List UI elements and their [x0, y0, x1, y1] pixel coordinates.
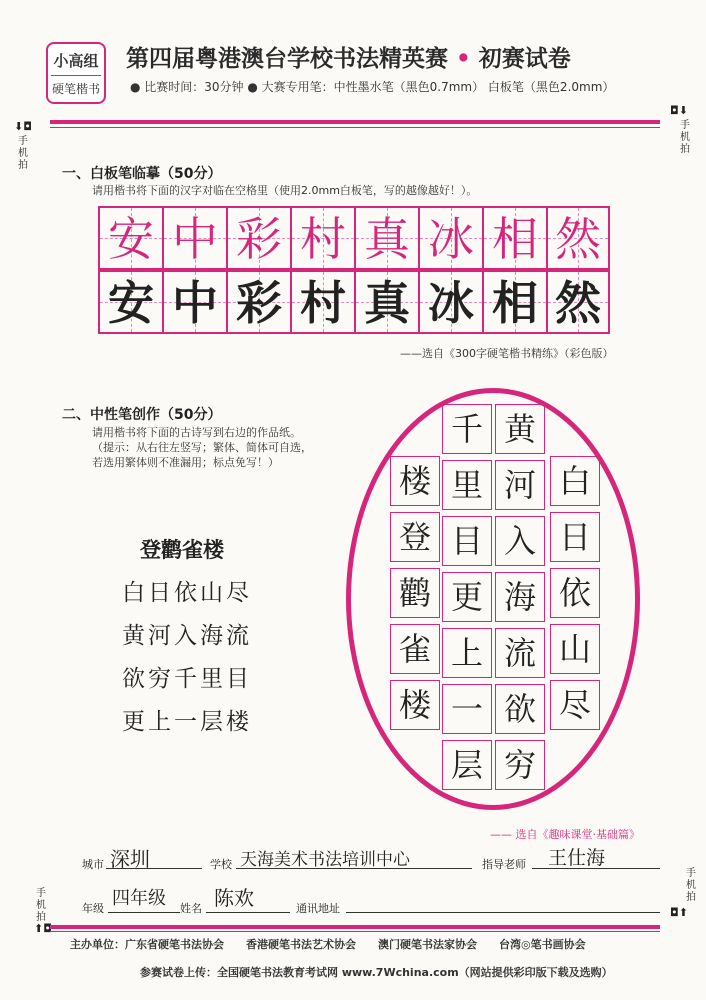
poem-grid-cell[interactable]: 欲: [495, 684, 545, 734]
phone-capture-mark-bottom-left: 手 机 拍: [36, 888, 46, 923]
char: 真: [364, 276, 410, 330]
copy-char-cell[interactable]: [546, 270, 610, 334]
copy-char-grid[interactable]: [98, 270, 610, 334]
model-char-cell: [354, 206, 420, 270]
poem-grid-cell[interactable]: 楼: [390, 456, 440, 506]
header-rule-thin: [50, 127, 660, 128]
copy-char-cell[interactable]: [482, 270, 548, 334]
header-rule: [50, 120, 660, 124]
grade-badge-top: 小高组: [53, 52, 99, 70]
poem-grid-cell[interactable]: 日: [550, 512, 600, 562]
poem-grid-cell[interactable]: 流: [495, 628, 545, 678]
section2-instruction-1: 请用楷书将下面的古诗写到右边的作品纸。: [92, 426, 301, 439]
camera-icon: ⬆◘: [34, 922, 52, 935]
poem-grid-cell[interactable]: 楼: [390, 680, 440, 730]
char: 冰: [428, 212, 474, 266]
copy-char-cell[interactable]: [354, 270, 420, 334]
char: 然: [555, 276, 601, 330]
poem-grid-cell[interactable]: 依: [550, 568, 600, 618]
page-title: [126, 40, 571, 73]
title-main: 第四届粤港澳台学校书法精英赛: [126, 45, 448, 72]
teacher-field[interactable]: 王仕海: [548, 847, 606, 869]
poem-grid-cell[interactable]: 一: [442, 684, 492, 734]
name-label: 姓名: [180, 902, 202, 915]
section2-source: —— 选自《趣味课堂·基础篇》: [490, 828, 640, 841]
section2-instruction-2: （提示：从右往左竖写；繁体、简体可自选，: [92, 441, 312, 454]
poem-grid-cell[interactable]: 白: [550, 456, 600, 506]
camera-icon: ⬇◘: [14, 120, 32, 133]
char: 然: [555, 212, 601, 266]
section2-heading: 二、中性笔创作（50分）: [62, 407, 222, 423]
poem-grid-cell[interactable]: 河: [495, 460, 545, 510]
city-field[interactable]: 深圳: [110, 847, 150, 871]
copy-char-cell[interactable]: [162, 270, 228, 334]
char: 中: [172, 276, 218, 330]
poem-line: 黄河入海流: [122, 623, 252, 649]
city-label: 城市: [82, 858, 104, 871]
title-dot: •: [456, 45, 471, 72]
section1-heading: 一、白板笔临摹（50分）: [62, 166, 222, 182]
model-char-grid: [98, 206, 610, 270]
poem-grid-cell[interactable]: 千: [442, 404, 492, 454]
poem-grid-cell[interactable]: 黄: [495, 404, 545, 454]
copy-char-cell[interactable]: [290, 270, 356, 334]
char: 彩: [236, 276, 282, 330]
school-label: 学校: [210, 858, 232, 871]
grade-label: 年级: [82, 902, 104, 915]
camera-icon: ◘⬆: [670, 906, 688, 919]
poem-grid-cell[interactable]: 层: [442, 740, 492, 790]
camera-icon: ◘⬇: [670, 104, 688, 117]
section2-instruction-3: 若选用繁体则不准漏用；标点免写！）: [92, 456, 279, 469]
char: 冰: [428, 276, 474, 330]
grade-field[interactable]: 四年级: [112, 888, 166, 909]
poem-grid-cell[interactable]: 目: [442, 516, 492, 566]
poem-line: 欲穷千里目: [122, 666, 252, 692]
poem-grid-cell[interactable]: 雀: [390, 624, 440, 674]
poem-line: 白日依山尽: [122, 580, 252, 606]
poem-grid-cell[interactable]: 山: [550, 624, 600, 674]
footer-rule: [50, 925, 660, 929]
poem-grid-cell[interactable]: 鹳: [390, 568, 440, 618]
poem-writing-grid[interactable]: [390, 404, 600, 794]
name-field[interactable]: 陈欢: [214, 886, 254, 910]
char: 村: [300, 276, 346, 330]
model-char-cell: [546, 206, 610, 270]
model-char-cell: [98, 206, 164, 270]
school-field[interactable]: 天海美术书法培训中心: [240, 850, 410, 870]
model-char-cell: [482, 206, 548, 270]
char: 相: [492, 276, 538, 330]
char: 安: [108, 212, 154, 266]
char: 彩: [236, 212, 282, 266]
poem-title: 登鹳雀楼: [140, 538, 224, 562]
char: 安: [108, 276, 154, 330]
poem-text: [122, 572, 252, 744]
char: 真: [364, 212, 410, 266]
model-char-cell: [226, 206, 292, 270]
exam-info: ● 比赛时间：30分钟 ● 大赛专用笔：中性墨水笔（黑色0.7mm） 白板笔（黑色2.0mm）: [130, 80, 615, 94]
copy-char-cell[interactable]: [98, 270, 164, 334]
phone-capture-mark-top-left: 手 机 拍: [18, 136, 28, 171]
teacher-label: 指导老师: [482, 858, 526, 871]
poem-grid-cell[interactable]: 海: [495, 572, 545, 622]
section1-source: ——选自《300字硬笔楷书精练》（彩色版）: [400, 347, 614, 360]
poem-grid-cell[interactable]: 尽: [550, 680, 600, 730]
footer-rule-thin: [50, 931, 660, 932]
poem-grid-cell[interactable]: 上: [442, 628, 492, 678]
copy-char-cell[interactable]: [418, 270, 484, 334]
phone-capture-mark-top-right: 手 机 拍: [680, 120, 690, 155]
address-label: 通讯地址: [296, 902, 340, 915]
title-sub: 初赛试卷: [478, 45, 571, 72]
model-char-cell: [418, 206, 484, 270]
poem-grid-cell[interactable]: 里: [442, 460, 492, 510]
organizers: 主办单位：广东省硬笔书法协会 香港硬笔书法艺术协会 澳门硬笔书法家协会 台湾◎笔书画协会: [70, 938, 586, 951]
copy-char-cell[interactable]: [226, 270, 292, 334]
section1-instruction: 请用楷书将下面的汉字对临在空格里（使用2.0mm白板笔，写的越像越好！）。: [92, 184, 478, 197]
poem-grid-cell[interactable]: 登: [390, 512, 440, 562]
char: 中: [172, 212, 218, 266]
model-char-cell: [162, 206, 228, 270]
phone-capture-mark-bottom-right: 手 机 拍: [686, 868, 696, 903]
poem-grid-cell[interactable]: 入: [495, 516, 545, 566]
upload-info: 参赛试卷上传：全国硬笔书法教育考试网 www.7Wchina.com（网站提供彩印版下载及选购）: [140, 966, 613, 979]
poem-grid-cell[interactable]: 更: [442, 572, 492, 622]
model-char-cell: [290, 206, 356, 270]
grade-badge-bottom: 硬笔楷书: [51, 82, 100, 96]
char: 相: [492, 212, 538, 266]
char: 村: [300, 212, 346, 266]
poem-grid-cell[interactable]: 穷: [495, 740, 545, 790]
poem-line: 更上一层楼: [122, 709, 252, 735]
grade-badge: [46, 42, 106, 104]
